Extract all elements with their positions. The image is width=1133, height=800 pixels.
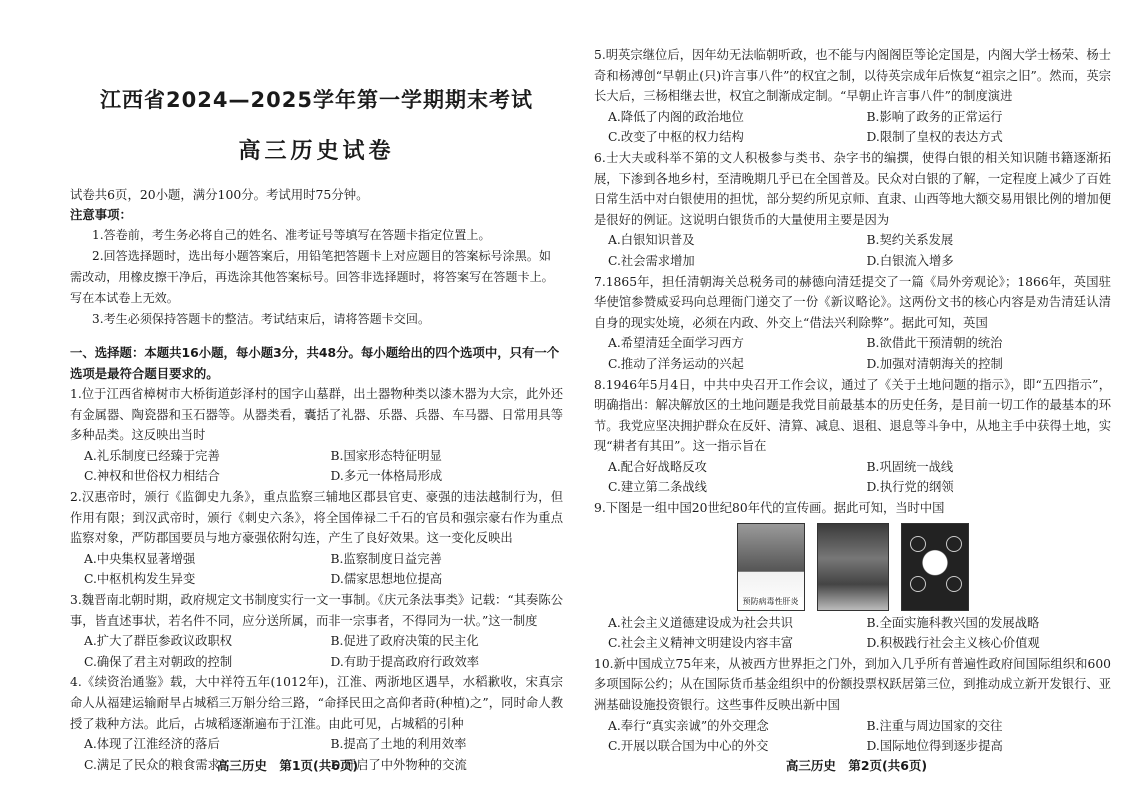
option-b: B.提高了土地的利用效率 xyxy=(330,737,467,752)
option-b: B.欲借此干预清朝的统治 xyxy=(866,336,1003,351)
option-d: D.有助于提高政府行政效率 xyxy=(330,654,480,669)
notice-item: 2.回答选择题时，选出每小题答案后，用铅笔把答题卡上对应题目的答案标号涂黑。如需改动，用橡皮擦干净后，再选涂其他答案标号。回答非选择题时，将答案写在答题卡上。写在本试卷上无效。 xyxy=(70,249,554,305)
exam-title: 江西省2024—2025学年第一学期期末考试 xyxy=(100,88,533,112)
option-a: A.希望清廷全面学习西方 xyxy=(608,336,744,351)
option-b: B.国家形态特征明显 xyxy=(330,448,442,463)
poster-image-2 xyxy=(817,523,889,611)
question-8 xyxy=(594,375,1111,499)
option-d: D.积极践行社会主义核心价值观 xyxy=(866,636,1040,651)
option-c: C.确保了君主对朝政的控制 xyxy=(84,654,233,669)
question-stem: 6.士大夫或科举不第的文人积极参与类书、杂字书的编撰，使得白银的相关知识随书籍逐渐拓展，下渗到各地乡村，至清晚期几乎已在全国普及。民众对白银的了解，一定程度上减少了百姓日常生活中对白银使用的担忧，部分契约所见京师、直隶、山西等地大额交易用银比例的增加便是很好的例证。这说明白银货币的大量使用主要是因为 xyxy=(594,150,1111,227)
question-stem: 8.1946年5月4日，中共中央召开工作会议，通过了《关于土地问题的指示》，即“五四指示”，明确指出：解决解放区的土地问题是我党目前最基本的历史任务，是目前一切工作的最基本的环节。我党应坚决拥护群众在反奸、清算、减息、退租、退息等斗争中，从地主手中获得土地，实现“耕者有其田”。这一指示旨在 xyxy=(594,377,1111,454)
option-b: B.促进了政府决策的民主化 xyxy=(330,634,479,649)
option-c: C.改变了中枢的权力结构 xyxy=(608,130,744,145)
option-a: A.奉行“真实亲诚”的外交理念 xyxy=(608,718,769,733)
exam-subtitle: 高三历史试卷 xyxy=(238,139,395,164)
question-stem: 7.1865年，担任清朝海关总税务司的赫德向清廷提交了一篇《局外旁观论》；1866年，英国驻华使馆参赞威妥玛向总理衙门递交了一份《新议略论》。这两份文书的核心内容是劝告清廷认清自身的现实处境，必须在内政、外交上“借法兴利除弊”。据此可知，英国 xyxy=(594,274,1111,330)
question-stem: 5.明英宗继位后，因年幼无法临朝听政，也不能与内阁阁臣等论定国是，内阁大学士杨荣、杨士奇和杨溥创“早朝止(只)许言事八件”的权宜之制，以待英宗成年后恢复“祖宗之旧”。然而，英宗长大后，三杨相继去世，权宜之制渐成定制。“早朝止许言事八件”的制度演进 xyxy=(594,48,1111,104)
question-stem: 10.新中国成立75年来，从被西方世界拒之门外，到加入几乎所有普遍性政府间国际组织和600多项国际公约；从在国际货币基金组织中的份额投票权跃居第三位，到推动成立新开发银行、亚洲基础设施投资银行。这些事件反映出新中国 xyxy=(594,656,1111,713)
question-stem: 2.汉惠帝时，颁行《监御史九条》，重点监察三辅地区郡县官吏、豪强的违法越制行为，但作用有限；到汉武帝时，颁行《刺史六条》，将全国俸禄二千石的官员和强宗豪右作为重点监察对象，严防郡国要员与地方豪强依附勾连，产生了良好效果。这一变化反映出 xyxy=(70,489,563,546)
page-footer: 高三历史 第2页(共6页) xyxy=(785,758,928,773)
option-a: A.礼乐制度已经臻于完善 xyxy=(84,448,220,463)
option-d: D.开启了中外物种的交流 xyxy=(330,757,467,772)
option-c: C.满足了民众的粮食需求 xyxy=(84,757,220,772)
option-c: C.开展以联合国为中心的外交 xyxy=(608,739,769,754)
option-d: D.限制了皇权的表达方式 xyxy=(866,130,1003,145)
poster-caption: 预防病毒性肝炎 xyxy=(740,597,802,607)
question-6 xyxy=(594,148,1111,272)
exam-intro: 试卷共6页，20小题，满分100分。考试用时75分钟。 xyxy=(70,187,369,202)
poster-figure xyxy=(910,536,926,552)
option-b: B.注重与周边国家的交往 xyxy=(866,718,1003,733)
poster-figure xyxy=(946,576,962,592)
question-stem: 3.魏晋南北朝时期，政府规定文书制度实行一文一事制。《庆元条法事类》记载：“其奏陈公事，皆直述事状，若名件不同，应分送所属，而非一宗事者，不得同为一状。”这一制度 xyxy=(70,592,563,628)
option-c: C.社会主义精神文明建设内容丰富 xyxy=(608,636,794,651)
option-d: D.国际地位得到逐步提高 xyxy=(866,739,1003,754)
question-2 xyxy=(70,487,563,590)
question-5 xyxy=(594,45,1111,148)
question-stem: 1.位于江西省樟树市大桥街道彭泽村的国字山墓群，出土器物种类以漆木器为大宗，此外还有金属器、陶瓷器和玉石器等。从器类看，囊括了礼器、乐器、兵器、车马器、日常用具等多种品类。这反映出当时 xyxy=(70,387,563,443)
option-b: B.全面实施科教兴国的发展战略 xyxy=(866,615,1040,630)
option-a: A.扩大了群臣参政议政职权 xyxy=(84,634,233,649)
question-9 xyxy=(594,498,1111,654)
poster-image-1 xyxy=(737,523,805,611)
page-right xyxy=(580,0,1133,800)
option-d: D.白银流入增多 xyxy=(866,253,954,268)
option-a: A.白银知识普及 xyxy=(608,233,695,248)
poster-figure xyxy=(946,536,962,552)
option-a: A.体现了江淮经济的落后 xyxy=(84,737,220,752)
question-3 xyxy=(70,590,563,672)
question-7 xyxy=(594,272,1111,375)
notice-item: 1.答卷前，考生务必将自己的姓名、准考证号等填写在答题卡指定位置上。 xyxy=(92,228,491,242)
option-a: A.社会主义道德建设成为社会共识 xyxy=(608,615,793,630)
option-b: B.影响了政务的正常运行 xyxy=(866,109,1003,124)
option-b: B.契约关系发展 xyxy=(866,233,954,248)
notice-title: 注意事项： xyxy=(70,207,132,222)
question-stem: 4.《续资治通鉴》载，大中祥符五年(1012年)，江淮、两浙地区遇旱，水稻歉收，宋真宗命人从福建运输耐旱占城稻三万斛分给三路，“命择民田之高仰者莳(种植)之”，同时命人教授了栽种方法。此后，占城稻逐渐遍布于江淮。由此可见，占城稻的引种 xyxy=(70,675,563,731)
option-c: C.社会需求增加 xyxy=(608,253,695,268)
option-c: C.推动了洋务运动的兴起 xyxy=(608,356,744,371)
option-a: A.降低了内阁的政治地位 xyxy=(608,109,744,124)
question-1 xyxy=(70,384,563,487)
option-c: C.神权和世俗权力相结合 xyxy=(84,469,220,484)
question-10 xyxy=(594,654,1111,757)
question-stem: 9.下图是一组中国20世纪80年代的宣传画。据此可知，当时中国 xyxy=(594,501,945,516)
poster-group xyxy=(594,523,1111,609)
option-d: D.儒家思想地位提高 xyxy=(330,572,443,587)
section-heading: 一、选择题：本题共16小题，每小题3分，共48分。每小题给出的四个选项中，只有一个选项是最符合题目要求的。 xyxy=(70,345,560,381)
option-a: A.中央集权显著增强 xyxy=(84,551,196,566)
poster-image-3 xyxy=(901,523,969,611)
option-c: C.建立第二条战线 xyxy=(608,480,707,495)
option-d: D.多元一体格局形成 xyxy=(330,469,443,484)
option-a: A.配合好战略反攻 xyxy=(608,459,707,474)
notice-item: 3.考生必须保持答题卡的整洁。考试结束后，请将答题卡交回。 xyxy=(92,312,431,326)
option-d: D.加强对清朝海关的控制 xyxy=(866,356,1003,371)
page-footer: 高三历史 第1页(共6页) xyxy=(216,758,359,773)
option-c: C.中枢机构发生异变 xyxy=(84,572,196,587)
option-d: D.执行党的纲领 xyxy=(866,480,954,495)
poster-figure xyxy=(910,576,926,592)
option-b: B.监察制度日益完善 xyxy=(330,551,442,566)
option-b: B.巩固统一战线 xyxy=(866,459,954,474)
